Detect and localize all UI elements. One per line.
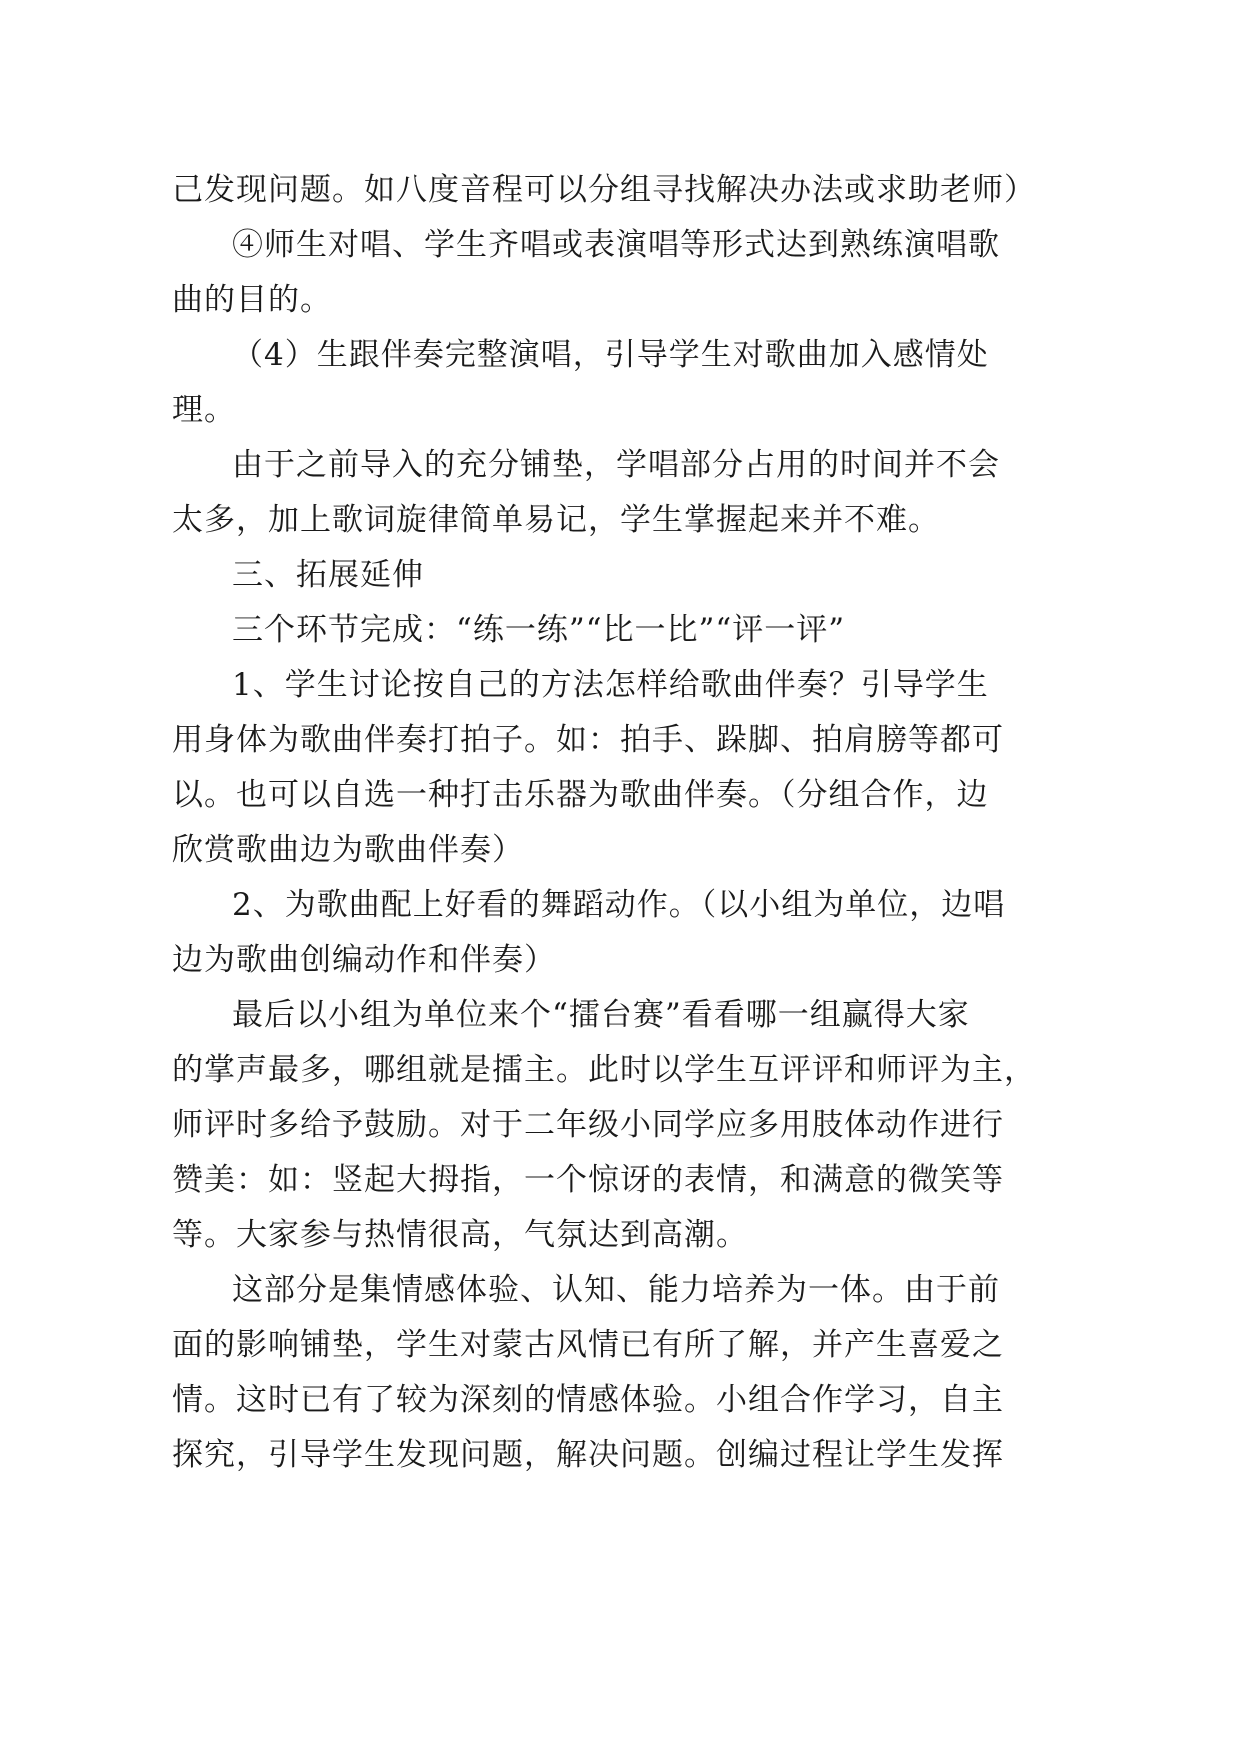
text-line: 等。大家参与热情很高，气氛达到高潮。 (172, 1217, 748, 1253)
text-line: 情。这时已有了较为深刻的情感体验。小组合作学习，自主 (172, 1382, 1004, 1418)
text-line: 2、为歌曲配上好看的舞蹈动作。（以小组为单位，边唱 (232, 887, 1006, 923)
text-line: 欣赏歌曲边为歌曲伴奏） (172, 832, 524, 868)
text-line: 三个环节完成：“练一练”“比一比”“评一评” (232, 612, 846, 648)
text-line: 理。 (172, 392, 236, 428)
text-line: ④师生对唱、学生齐唱或表演唱等形式达到熟练演唱歌 (232, 227, 1000, 263)
text-line: （4）生跟伴奏完整演唱，引导学生对歌曲加入感情处 (232, 337, 989, 373)
section-heading: 三、拓展延伸 (232, 557, 424, 593)
text-line: 面的影响铺垫，学生对蒙古风情已有所了解，并产生喜爱之 (172, 1327, 1004, 1363)
text-line: 1、学生讨论按自己的方法怎样给歌曲伴奏？引导学生 (232, 667, 989, 703)
text-line: 太多，加上歌词旋律简单易记，学生掌握起来并不难。 (172, 502, 940, 538)
text-line: 己发现问题。如八度音程可以分组寻找解决办法或求助老师） (172, 172, 1036, 208)
text-line: 的掌声最多，哪组就是擂主。此时以学生互评评和师评为主， (172, 1052, 1036, 1088)
text-line: 最后以小组为单位来个“擂台赛”看看哪一组赢得大家 (232, 997, 970, 1033)
text-line: 这部分是集情感体验、认知、能力培养为一体。由于前 (232, 1272, 1000, 1308)
text-line: 用身体为歌曲伴奏打拍子。如：拍手、跺脚、拍肩膀等都可 (172, 722, 1004, 758)
text-line: 曲的目的。 (172, 282, 332, 318)
text-line: 赞美：如：竖起大拇指，一个惊讶的表情，和满意的微笑等 (172, 1162, 1004, 1198)
text-line: 边为歌曲创编动作和伴奏） (172, 942, 556, 978)
text-line: 以。也可以自选一种打击乐器为歌曲伴奏。（分组合作，边 (172, 777, 989, 813)
text-line: 师评时多给予鼓励。对于二年级小同学应多用肢体动作进行 (172, 1107, 1004, 1143)
text-line: 由于之前导入的充分铺垫，学唱部分占用的时间并不会 (232, 447, 1000, 483)
text-line: 探究，引导学生发现问题，解决问题。创编过程让学生发挥 (172, 1437, 1004, 1473)
